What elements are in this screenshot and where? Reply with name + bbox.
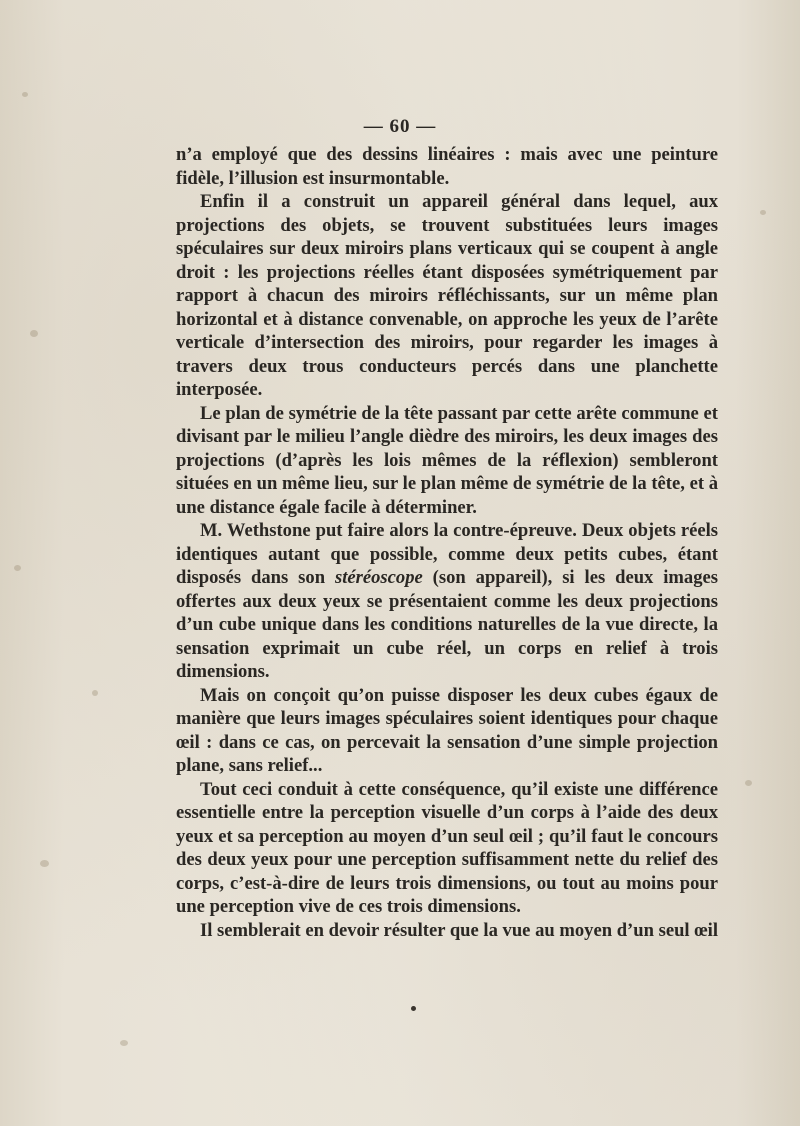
paragraph bbox=[176, 519, 718, 684]
paragraph: Enfin il a construit un appareil général dans lequel, aux projections des objets, se trouvent substituées leurs images spéculaires sur deux miroirs plans verticaux qui se coupent à angle droit : les projections réelles étant disposées symétriquement par rapport à chacun des miroirs réfléchissants, sur un même plan horizontal et à distance convenable, on approche les yeux de l’arête verticale d’intersection des miroirs, pour regarder les images à travers deux trous conducteurs percés dans une planchette interposée. bbox=[176, 191, 718, 400]
paragraph: Tout ceci conduit à cette conséquence, qu’il existe une différence essentielle entre la perception visuelle d’un corps à l’aide des deux yeux et sa perception au moyen d’un seul œil ; qu’il faut le concours des deux yeux pour une perception suffisamment nette du relief des corps, c’est-à-dire de leurs trois dimensions, ou tout au moins pour une perception vive de ces trois dimensions. bbox=[176, 778, 718, 917]
body-text bbox=[176, 143, 718, 942]
paragraph: Mais on conçoit qu’on puisse disposer les deux cubes égaux de manière que leurs images spéculaires soient identiques pour chaque œil : dans ce cas, on percevait la sensation d’une simple projection plane, sans relief... bbox=[176, 684, 718, 776]
paper-speck bbox=[92, 690, 98, 696]
paragraph-text: M. Wethstone put faire alors la contre-épreuve. Deux objets réels identiques autant que possible, comme deux petits cubes, étant disposés dans son bbox=[176, 520, 718, 588]
paper-speck bbox=[120, 1040, 128, 1046]
paragraph-continuation: n’a employé que des dessins linéaires : mais avec une peinture fidèle, l’illusion est insurmontable. bbox=[176, 144, 718, 189]
paper-speck bbox=[22, 92, 28, 97]
paragraph-text: (son appareil), si les deux images offertes aux deux yeux se présentaient comme les deux projections d’un cube unique dans les conditions naturelles de la vue directe, la sensation exprimait un cube réel, un corps en relief à trois dimensions. bbox=[176, 567, 718, 682]
paragraph: Le plan de symétrie de la tête passant par cette arête commune et divisant par le milieu l’angle dièdre des miroirs, les deux images des projections (d’après les lois mêmes de la réflexion) sembleront situées en un même lieu, sur le plan même de symétrie de la tête, et à une distance égale facile à déterminer. bbox=[176, 402, 718, 518]
paper-speck bbox=[40, 860, 49, 867]
paper-speck bbox=[760, 210, 766, 215]
emphasized-term: stéréoscope bbox=[334, 567, 423, 588]
paper-speck bbox=[745, 780, 752, 786]
page-number: — 60 — bbox=[363, 116, 437, 137]
paper-speck bbox=[14, 565, 21, 571]
paper-speck bbox=[30, 330, 38, 337]
ink-dot bbox=[411, 1006, 416, 1011]
paragraph-continued: Il semblerait en devoir résulter que la vue au moyen d’un seul œil bbox=[200, 919, 718, 941]
